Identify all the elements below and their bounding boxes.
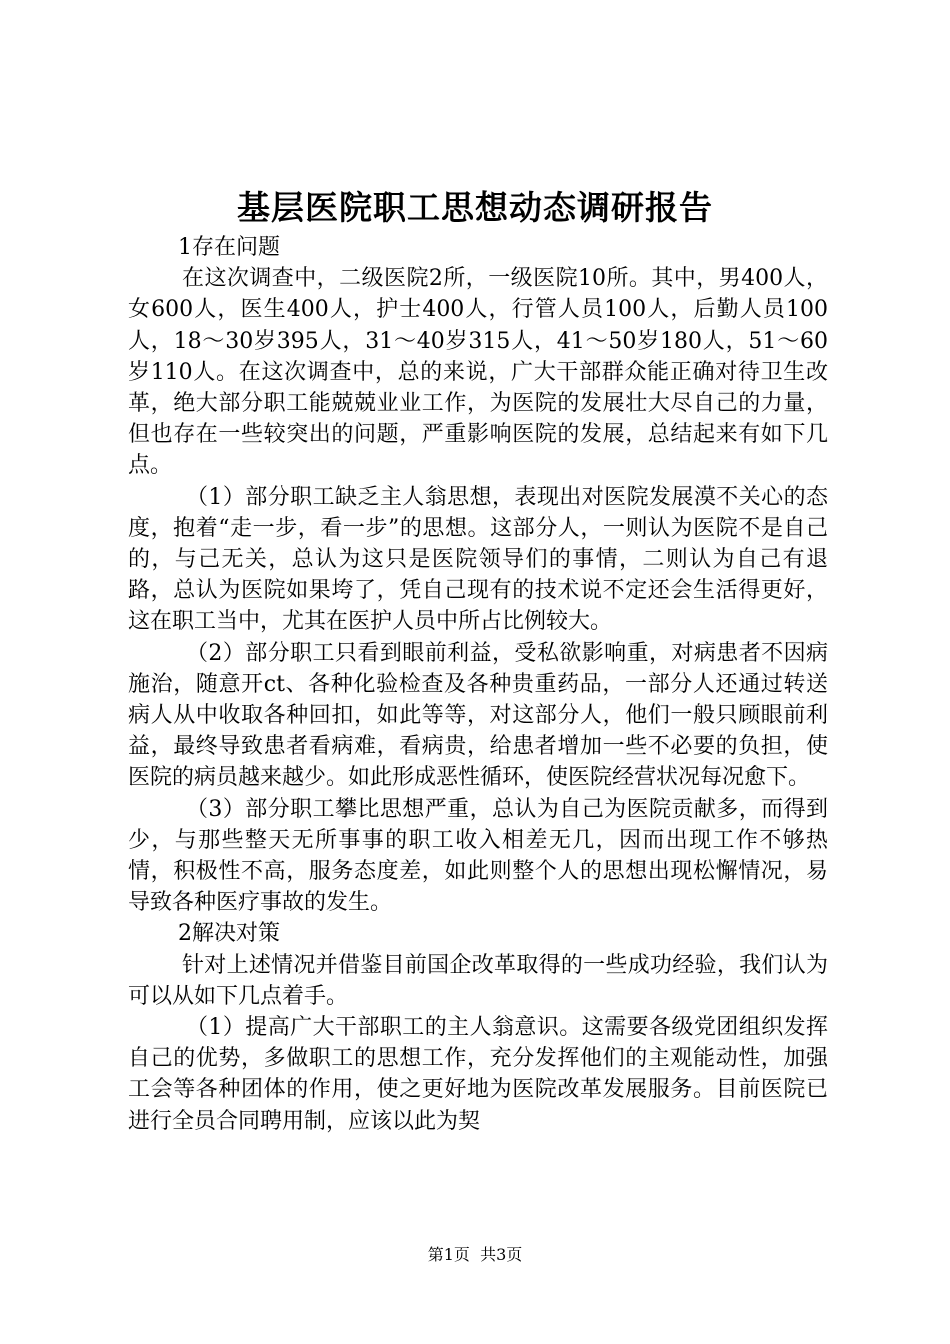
paragraph: （2）部分职工只看到眼前利益，受私欲影响重，对病患者不因病施治，随意开ct、各种化验检查及各种贵重药品，一部分人还通过转送病人从中收取各种回扣，如此等等，对这部分人，他们一般只顾眼前利益，最终导致患者看病难，看病贵，给患者增加一些不必要的负担，使医院的病员越来越少。如此形成恶性循环，使医院经营状况每况愈下。 (128, 640, 828, 791)
page-total: 共3页 (480, 1245, 523, 1264)
document-title: 基层医院职工思想动态调研报告 (237, 188, 713, 227)
page-footer (0, 1244, 950, 1266)
paragraph: （1）提高广大干部职工的主人翁意识。这需要各级党团组织发挥自己的优势，多做职工的思想工作，充分发挥他们的主观能动性，加强工会等各种团体的作用，使之更好地为医院改革发展服务。目前医院已进行全员合同聘用制，应该以此为契 (128, 1015, 828, 1134)
section-heading: 1存在问题 (178, 235, 280, 260)
paragraph: 针对上述情况并借鉴目前国企改革取得的一些成功经验，我们认为可以从如下几点着手。 (128, 952, 828, 1009)
paragraph: 在这次调查中，二级医院2所，一级医院10所。其中，男400人，女600人，医生400人，护士400人，行管人员100人，后勤人员100人，18～30岁395人，31～40岁315人，41～50岁180人，51～60岁110人。在这次调查中，总的来说，广大干部群众能正确对待卫生改革，绝大部分职工能兢兢业业工作，为医院的发展壮大尽自己的力量，但也存在一些较突出的问题，严重影响医院的发展，总结起来有如下几点。 (128, 266, 828, 479)
paragraph: （1）部分职工缺乏主人翁思想，表现出对医院发展漠不关心的态度，抱着“走一步，看一步”的思想。这部分人，一则认为医院不是自己的，与己无关，总认为这只是医院领导们的事情，二则认为自己有退路，总认为医院如果垮了，凭自己现有的技术说不定还会生活得更好，这在职工当中，尤其在医护人员中所占比例较大。 (128, 484, 828, 635)
page-number: 第1页 (427, 1245, 470, 1264)
section-heading: 2解决对策 (178, 921, 280, 947)
document-body (128, 232, 828, 1137)
paragraph: （3）部分职工攀比思想严重，总认为自己为医院贡献多，而得到少，与那些整天无所事事的职工收入相差无几，因而出现工作不够热情，积极性不高，服务态度差，如此则整个人的思想出现松懈情况，易导致各种医疗事故的发生。 (128, 796, 828, 916)
